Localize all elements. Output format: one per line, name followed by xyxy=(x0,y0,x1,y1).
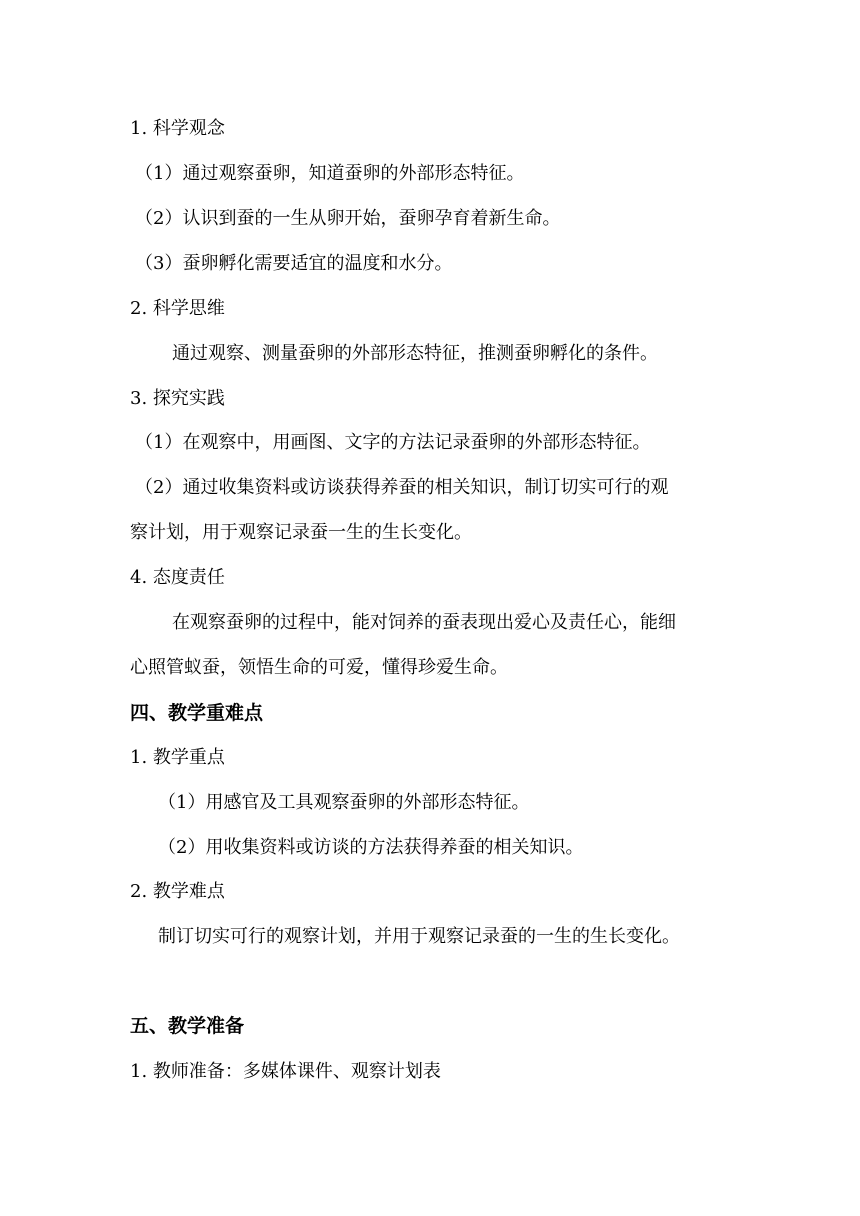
paragraph: 在观察蚕卵的过程中，能对饲养的蚕表现出爱心及责任心，能细 xyxy=(172,612,676,633)
paragraph: 制订切实可行的观察计划，并用于观察记录蚕的一生的生长变化。 xyxy=(158,926,680,947)
list-item: （3）蚕卵孵化需要适宜的温度和水分。 xyxy=(135,253,453,274)
section-heading-science-thinking: 2. 科学思维 xyxy=(130,298,225,319)
list-item-continuation: 察计划，用于观察记录蚕一生的生长变化。 xyxy=(130,522,472,543)
list-item: （2）认识到蚕的一生从卵开始，蚕卵孕育着新生命。 xyxy=(135,208,561,229)
section-heading-inquiry-practice: 3. 探究实践 xyxy=(130,388,225,409)
paragraph: 通过观察、测量蚕卵的外部形态特征，推测蚕卵孵化的条件。 xyxy=(172,343,658,364)
section-heading-science-concept: 1. 科学观念 xyxy=(130,118,225,139)
list-item: （1）用感官及工具观察蚕卵的外部形态特征。 xyxy=(158,792,530,813)
list-item: （2）通过收集资料或访谈获得养蚕的相关知识，制订切实可行的观 xyxy=(135,477,669,498)
section-heading-teaching-preparation: 五、教学准备 xyxy=(130,1015,245,1037)
list-item: 1. 教师准备：多媒体课件、观察计划表 xyxy=(130,1061,441,1082)
paragraph-continuation: 心照管蚁蚕，领悟生命的可爱，懂得珍爱生命。 xyxy=(130,657,508,678)
list-item: （2）用收集资料或访谈的方法获得养蚕的相关知识。 xyxy=(158,837,584,858)
list-item: （1）通过观察蚕卵，知道蚕卵的外部形态特征。 xyxy=(135,163,525,184)
section-heading-teaching-key-points: 1. 教学重点 xyxy=(130,747,225,768)
section-heading-attitude-responsibility: 4. 态度责任 xyxy=(130,567,225,588)
section-heading-teaching-key-difficult-points: 四、教学重难点 xyxy=(130,702,264,724)
list-item: （1）在观察中，用画图、文字的方法记录蚕卵的外部形态特征。 xyxy=(135,432,651,453)
section-heading-teaching-difficult-points: 2. 教学难点 xyxy=(130,881,225,902)
